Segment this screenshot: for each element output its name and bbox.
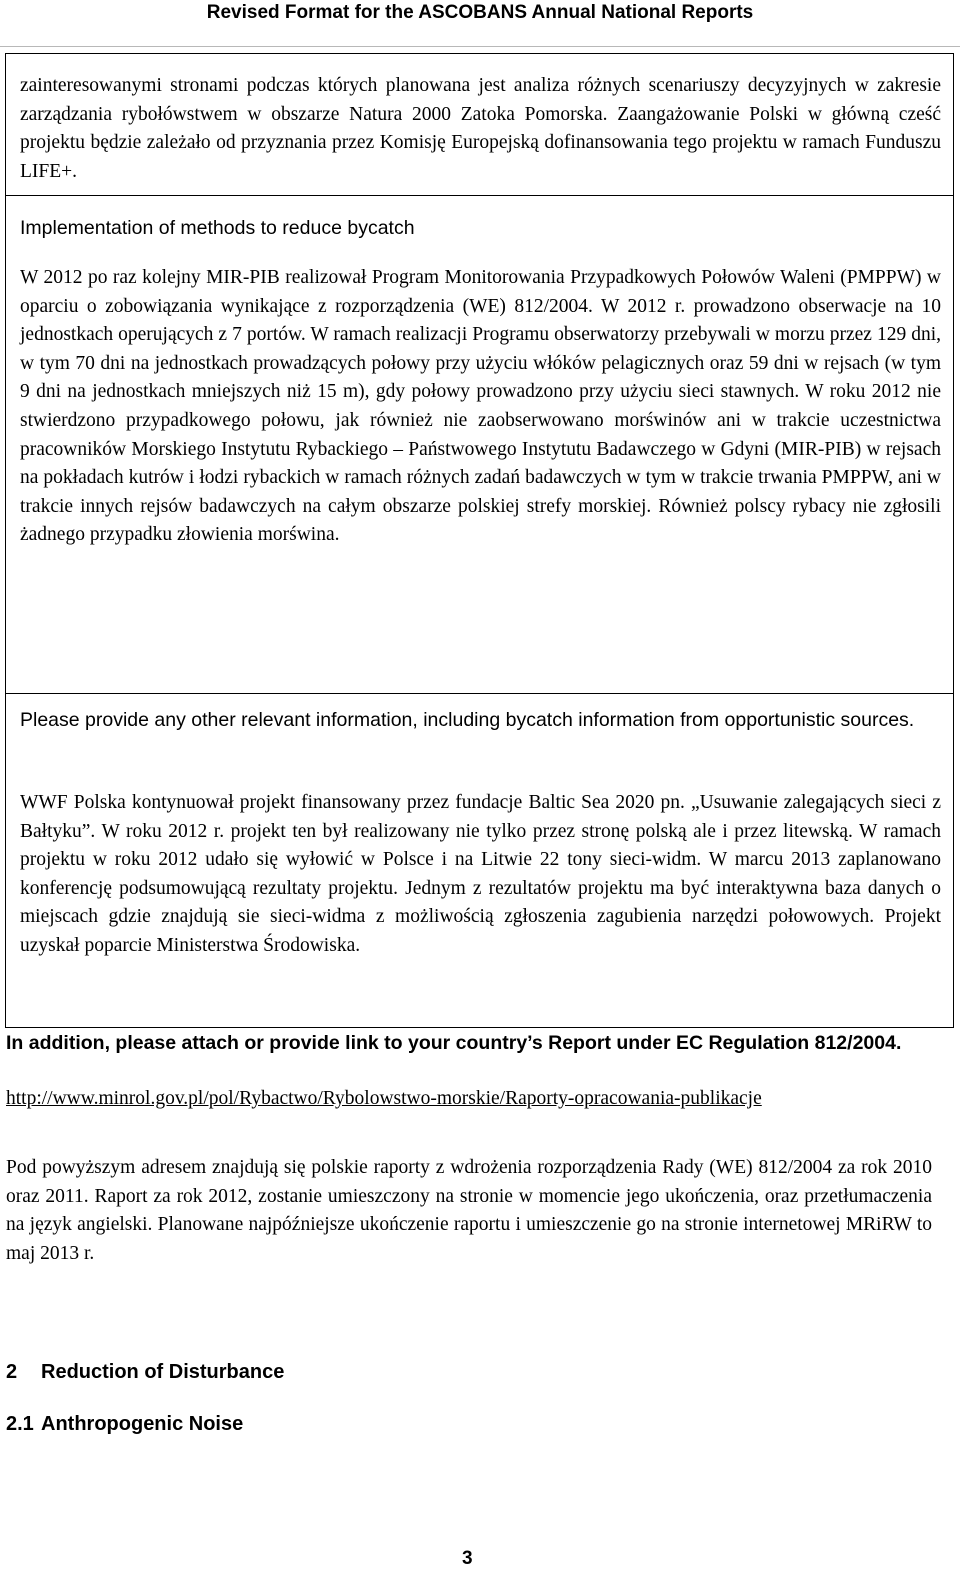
other-information-box [5,694,954,1028]
section-title: Anthropogenic Noise [41,1413,244,1435]
bycatch-methods-box [5,195,954,694]
ec-regulation-question: In addition, please attach or provide link to your country’s Report under EC Regulation 812/2004. [6,1032,902,1054]
section-number: 2.1 [6,1413,34,1435]
box1-paragraph: zainteresowanymi stronami podczas których planowana jest analiza różnych scenariuszy decyzyjnych w zakresie zarządzania rybołówstwem w obszarze Natura 2000 Zatoka Pomorska. Zaangażowanie Polski w główną cześć projektu będzie zależało od przyznania przez Komisję Europejską dofinansowania tego projektu w ramach Funduszu LIFE+. [20,75,941,182]
section-heading-2-1 [6,1413,243,1436]
section-heading-2 [6,1361,284,1384]
page-header [0,0,960,47]
previous-content-box [5,53,954,195]
ec-report-link[interactable]: http://www.minrol.gov.pl/pol/Rybactwo/Rybolowstwo-morskie/Raporty-opracowania-publikacje [6,1088,762,1109]
bycatch-methods-heading: Implementation of methods to reduce bycatch [20,217,415,239]
section-title: Reduction of Disturbance [41,1361,285,1383]
other-information-paragraph: WWF Polska kontynuował projekt finansowany przez fundacje Baltic Sea 2020 pn. „Usuwanie zalegających sieci z Bałtyku”. W roku 2012 r. projekt ten był realizowany nie tylko przez stronę polską ale i przez litewską. W ramach projektu w roku 2012 udało się wyłowić w Polsce i na Litwie 22 tony sieci-widm. W marcu 2013 zaplanowano konferencję podsumowującą rezultaty projektu. Jednym z rezultatów projektu ma być interaktywna baza danych o miejscach gdzie znajdują sie sieci-widma z możliwością zgłoszenia zagubienia narzędzi połowowych. Projekt uzyskał poparcie Ministerstwa Środowiska. [20,792,941,956]
section-number: 2 [6,1361,18,1383]
bycatch-methods-paragraph: W 2012 po raz kolejny MIR-PIB realizował Program Monitorowania Przypadkowych Połowów Waleni (PMPPW) w oparciu o zobowiązania wynikające z rozporządzenia (WE) 812/2004. W 2012 r. prowadzono obserwacje na 10 jednostkach operujących z 7 portów. W ramach realizacji Programu obserwatorzy przebywali w morzu przez 129 dni, w tym 70 dni na jednostkach prowadzących połowy przy użyciu włóków pelagicznych oraz 59 dni w rejsach (w tym 9 dni na jednostkach mniejszych niż 15 m), gdy połowy prowadzono przy użyciu sieci stawnych. W roku 2012 nie stwierdzono przypadkowego połowu, jak również nie zaobserwowano morświnów ani w trakcie uczestnictwa pracowników Morskiego Instytutu Rybackiego – Państwowego Instytutu Badawczego w Gdyni (MIR-PIB) w rejsach na pokładach kutrów i łodzi rybackich w ramach różnych zadań badawczych w tym w trakcie trwania PMPPW, ani w trakcie innych rejsów badawczych na całym obszarze polskiej strefy morskiej. Również polscy rybacy nie zgłosili żadnego przypadku złowienia morświna. [20,267,941,546]
ec-report-paragraph: Pod powyższym adresem znajdują się polskie raporty z wdrożenia rozporządzenia Rady (WE) 812/2004 za rok 2010 oraz 2011. Raport za rok 2012, zostanie umieszczony na stronie w momencie jego ukończenia, oraz przetłumaczenia na język angielski. Planowane najpóźniejsze ukończenie raportu i umieszczenie go na stronie internetowej MRiRW to maj 2013 r. [6,1157,932,1264]
header-title: Revised Format for the ASCOBANS Annual National Reports [206,2,754,23]
page-number: 3 [462,1548,473,1569]
other-information-question: Please provide any other relevant information, including bycatch information from opportunistic sources. [20,709,915,731]
